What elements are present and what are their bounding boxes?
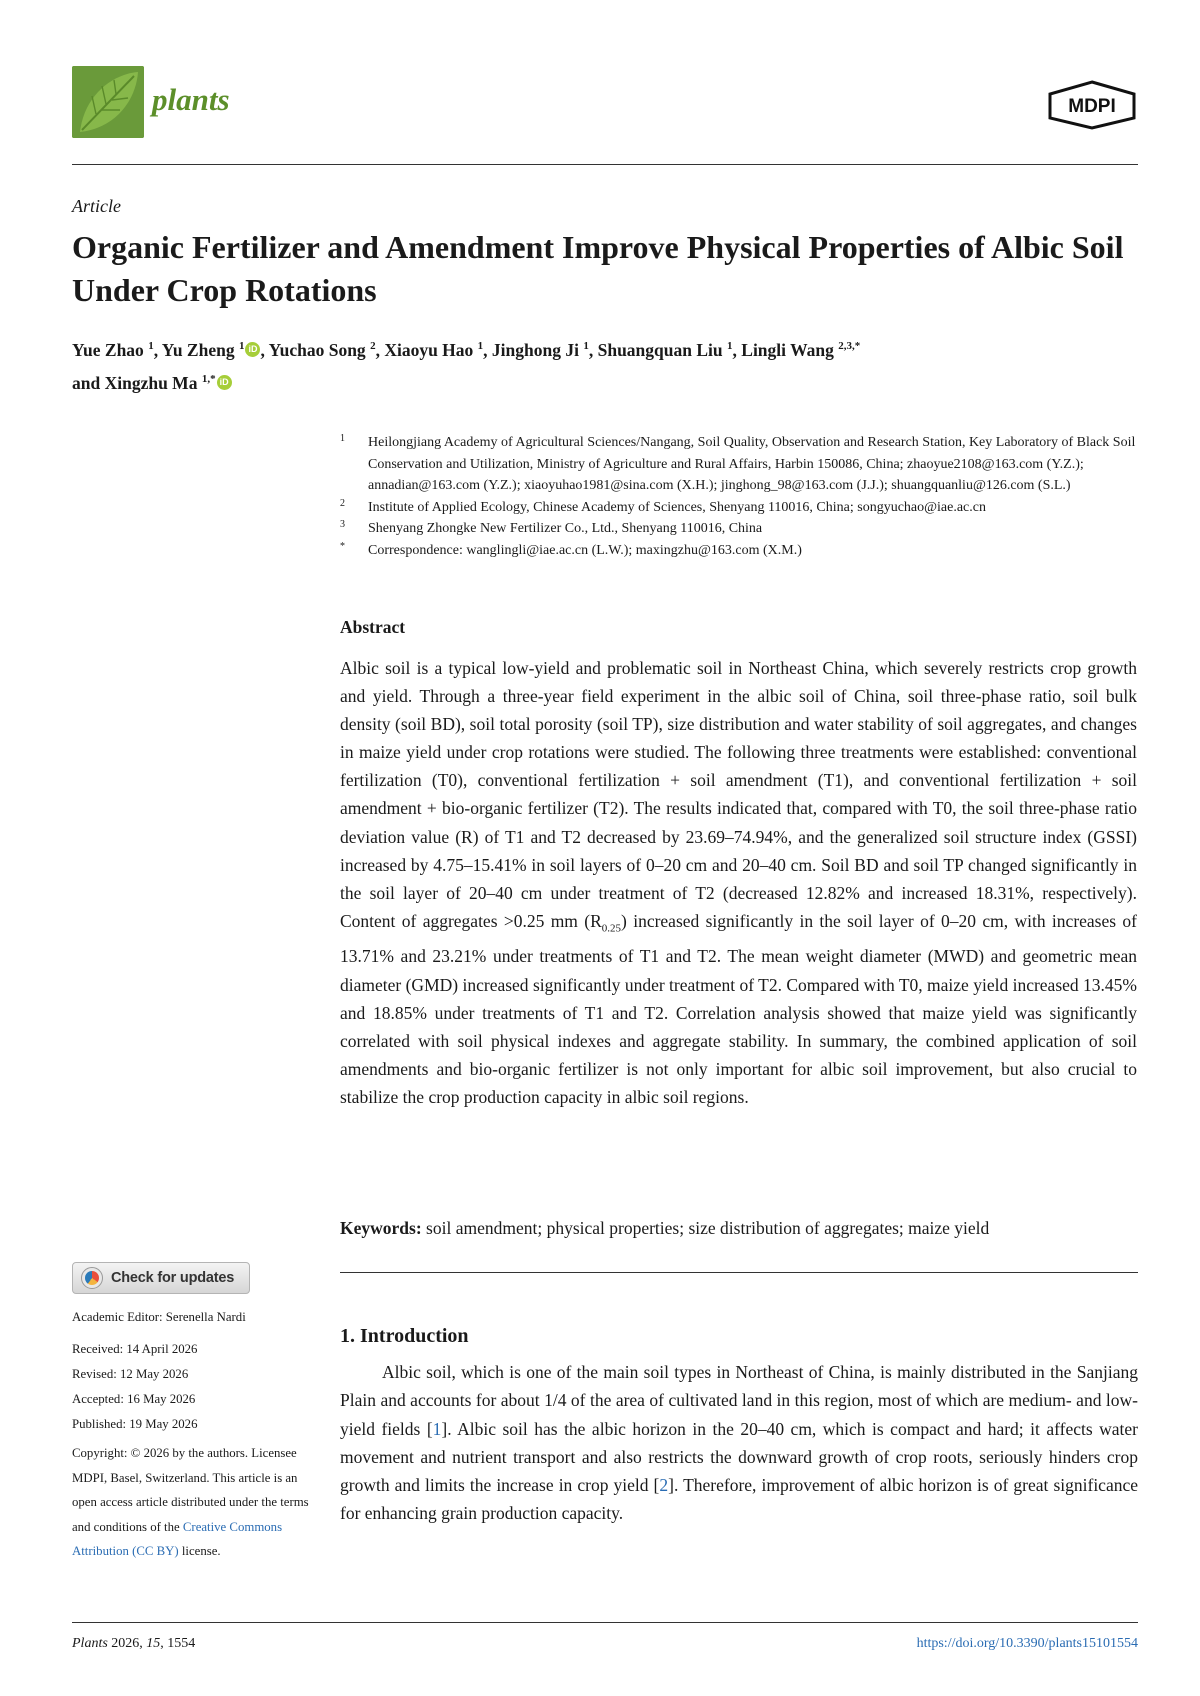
date-entry: Published: 19 May 2026	[72, 1417, 198, 1431]
paper-title: Organic Fertilizer and Amendment Improve Physical Properties of Albic Soil Under Crop Rotations	[72, 229, 1124, 308]
intro-text-3: ]. Therefore, improvement of albic horizon is of great significance for enhancing grain production capacity.	[340, 1475, 1138, 1524]
copyright-suffix: license.	[178, 1544, 221, 1559]
orcid-icon[interactable]: iD	[245, 342, 260, 357]
author-name[interactable]: Xiaoyu Hao	[384, 339, 478, 360]
affiliation-text: Heilongjiang Academy of Agricultural Sciences/Nangang, Soil Quality, Observation and Research Station, Key Laboratory of Black Soil Conservation and Utilization, Ministry of Agriculture and Rural Affairs, Harbin 150086, China; zhaoyue2108@163.com (Y.Z.); annadian@163.com (Y.Z.); xiaoyuhao1981@sina.com (X.H.); jinghong_98@163.com (J.J.); shuangquanliu@126.com (S.L.)	[368, 435, 1136, 493]
footer-citation: Plants 2026, 15, 1554	[72, 1636, 196, 1651]
affiliation-item	[340, 518, 1140, 540]
mdpi-logo	[1046, 80, 1138, 130]
publisher-name: MDPI	[1068, 96, 1116, 117]
leaf-icon	[72, 66, 144, 138]
check-for-updates-label: Check for updates	[111, 1270, 235, 1286]
orcid-icon[interactable]: iD	[217, 375, 232, 390]
intro-text-1: Albic soil, which is one of the main soil types in Northeast of China, is mainly distributed in the Sanjiang Plain and accounts for about 1/4 of the area of cultivated land in this region, most of which are medium- and low-yield fields [	[340, 1362, 1138, 1439]
author-affiliation-mark: 1	[148, 340, 154, 352]
footer-journal: Plants	[72, 1636, 108, 1651]
copyright-text: Copyright: © 2026 by the authors. Licensee MDPI, Basel, Switzerland. This article is an open access article distributed under the terms and conditions of the	[72, 1446, 309, 1534]
introduction-paragraph	[340, 1358, 1138, 1528]
keywords	[340, 1218, 1140, 1239]
affiliation-number: 3	[340, 519, 345, 530]
footer-article-number: 1554	[167, 1636, 196, 1651]
publication-dates	[72, 1337, 312, 1437]
affiliation-item	[340, 497, 1140, 519]
affiliation-text: Shenyang Zhongke New Fertilizer Co., Ltd., Shenyang 110016, China	[368, 521, 763, 536]
affiliations	[340, 432, 1140, 561]
keywords-label: Keywords:	[340, 1218, 422, 1238]
affiliation-number: 1	[340, 433, 345, 444]
abstract-part-1: Albic soil is a typical low-yield and problematic soil in Northeast China, which severely restricts crop growth and yield. Through a three-year field experiment in the albic soil of China, soil three-phase ratio, soil bulk density (soil BD), soil total porosity (soil TP), size distribution and water stability of soil aggregates, and changes in maize yield under crop rotations were studied. The following three treatments were established: conventional fertilization (T0), conventional fertilization + soil amendment (T1), and conventional fertilization + soil amendment + bio-organic fertilizer (T2). The results indicated that, compared with T0, the soil three-phase ratio deviation value (R) of T1 and T2 decreased by 23.69–74.94%, and the generalized soil structure index (GSSI) increased by 4.75–15.41% in soil layers of 0–20 cm and 20–40 cm. Soil BD and soil TP changed significantly in the soil layer of 20–40 cm under treatment of T2 (decreased 12.82% and increased 18.31%, respectively). Content of aggregates >0.25 mm (R	[340, 658, 1137, 931]
footer-divider	[72, 1622, 1138, 1623]
abstract-divider	[340, 1272, 1138, 1273]
affiliation-text: Correspondence: wanglingli@iae.ac.cn (L.W.); maxingzhu@163.com (X.M.)	[368, 542, 802, 558]
footer-year: 2026	[111, 1636, 140, 1651]
author-list: Yue Zhao $^1$, Yu Zheng $^1$ iD , Yuchao Song $^2$, Xiaoyu Hao $^1$, Jinghong Ji $^1$, Shuangquan Liu $^1$, Lingli Wang $^{2,3,*}$ and Xingzhu Ma $^{1,*}$ iD	[72, 339, 861, 393]
abstract-subscript: 0.25	[601, 922, 622, 935]
citation-link-1[interactable]: 1	[432, 1418, 442, 1439]
author-name[interactable]: Lingli Wang	[741, 339, 839, 360]
date-entry: Received: 14 April 2026	[72, 1342, 198, 1356]
affiliation-item	[340, 432, 1140, 497]
author-affiliation-mark: 1	[238, 340, 245, 352]
header-divider	[72, 164, 1138, 165]
author-name[interactable]: Jinghong Ji	[491, 339, 584, 360]
abstract-text	[340, 654, 1137, 1111]
crossmark-icon	[81, 1267, 103, 1289]
author-affiliation-mark: 1,*	[201, 372, 216, 385]
footer-volume: 15	[146, 1636, 161, 1651]
intro-text-2: ]. Albic soil has the albic horizon in the 20–40 cm, which is compact and hard; it affects water movement and nutrient transport and also restricts the downward growth of crop roots, seriously hinders crop growth and limits the increase in crop yield [	[340, 1418, 1138, 1496]
check-for-updates-button[interactable]	[72, 1262, 250, 1294]
date-entry: Revised: 12 May 2026	[72, 1367, 189, 1381]
affiliation-item	[340, 540, 1140, 562]
author-name[interactable]: Yu Zheng	[161, 339, 239, 360]
author-affiliation-mark: 2	[370, 340, 376, 352]
doi-link[interactable]: https://doi.org/10.3390/plants15101554	[916, 1636, 1138, 1651]
author-affiliation-mark: 2,3,*	[838, 340, 861, 352]
citation-link-2[interactable]: 2	[659, 1475, 669, 1496]
author-affiliation-mark: 1	[583, 340, 589, 352]
author-name[interactable]: Shuangquan Liu	[597, 339, 728, 360]
affiliation-number: *	[340, 540, 345, 552]
journal-logo	[72, 66, 144, 138]
author-affiliation-mark: 1	[727, 340, 733, 352]
author-name[interactable]: Xingzhu Ma	[104, 372, 202, 393]
copyright-notice	[72, 1441, 312, 1564]
date-entry: Accepted: 16 May 2026	[72, 1392, 196, 1406]
affiliation-number: 2	[340, 497, 345, 509]
article-type: Article	[72, 196, 121, 216]
author-affiliation-mark: 1	[477, 340, 484, 352]
journal-name: plants	[152, 82, 230, 117]
abstract-heading: Abstract	[340, 617, 406, 637]
abstract-part-2: ) increased significantly in the soil layer of 0–20 cm, with increases of 13.71% and 23.21% under treatments of T1 and T2. The mean weight diameter (MWD) and geometric mean diameter (GMD) increased significantly under treatment of T2. Compared with T0, maize yield increased 13.45% and 18.85% under treatments of T1 and T2. Correlation analysis showed that maize yield was significantly correlated with soil physical indexes and aggregate stability. In summary, the combined application of soil amendments and bio-organic fertilizer is not only important for albic soil improvement, but also crucial to stabilize the crop production capacity in albic soil regions.	[340, 910, 1137, 1107]
author-joiner: and	[72, 372, 105, 393]
academic-editor: Academic Editor: Serenella Nardi	[72, 1310, 246, 1324]
author-name[interactable]: Yue Zhao	[72, 339, 149, 360]
section-heading-introduction: 1. Introduction	[340, 1325, 469, 1347]
author-name[interactable]: Yuchao Song	[268, 339, 371, 360]
affiliation-text: Institute of Applied Ecology, Chinese Academy of Sciences, Shenyang 110016, China; songyuchao@iae.ac.cn	[368, 499, 986, 515]
license-link[interactable]: Creative Commons Attribution (CC BY)	[72, 1519, 283, 1559]
keywords-text: soil amendment; physical properties; size distribution of aggregates; maize yield	[426, 1218, 990, 1238]
